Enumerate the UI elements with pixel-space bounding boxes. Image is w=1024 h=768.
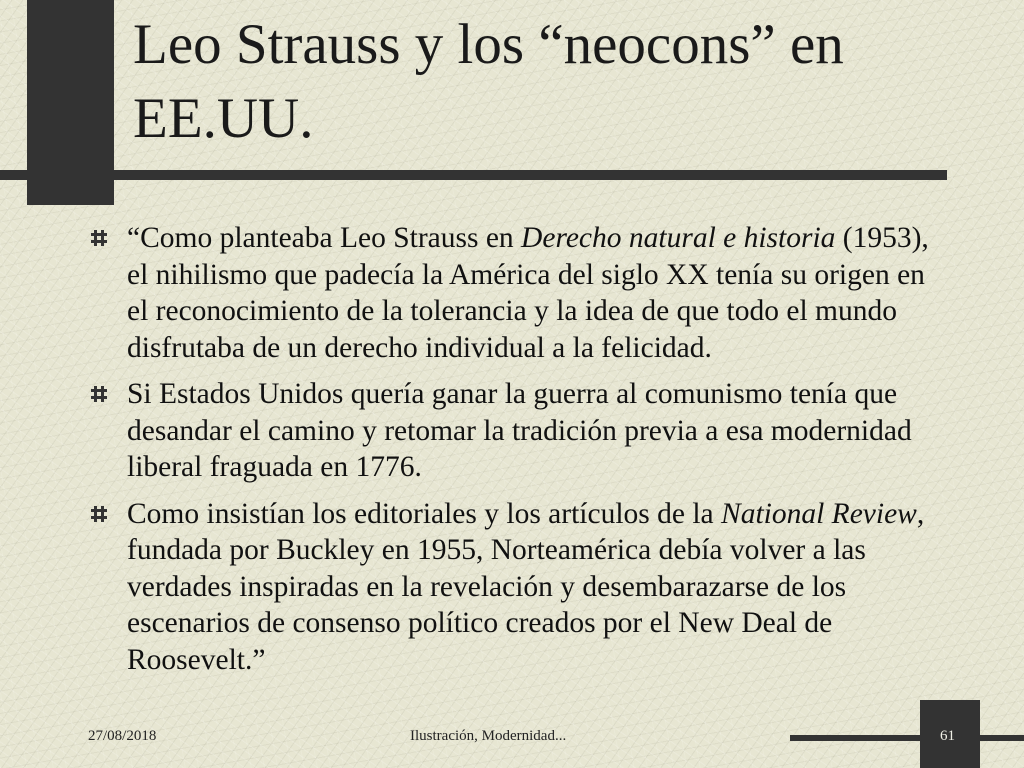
- bullet-list: [90, 220, 940, 688]
- title-underline-rule: [0, 170, 947, 180]
- hash-bullet-icon: [90, 505, 108, 523]
- footer-rule-right: [980, 735, 1024, 741]
- bullet-text-segment: Como insistían los editoriales y los artículos de la: [127, 497, 722, 530]
- book-title-text: Derecho natural e historia: [521, 222, 836, 254]
- bullet-item: [90, 496, 940, 679]
- bullet-text: [127, 378, 912, 483]
- hash-bullet-icon: [90, 385, 108, 403]
- hash-bullet-icon: [90, 229, 108, 247]
- bullet-text: [127, 222, 929, 364]
- bullet-text-segment: (1953), el nihilismo que padecía la América del siglo XX tenía su origen en el reconocimiento de la tolerancia y la idea de que todo el mundo disfrutaba de un derecho individual a la felicidad.: [127, 222, 929, 364]
- slide-title: Leo Strauss y los “neocons” en EE.UU.: [133, 13, 844, 150]
- bullet-text-segment: “Como planteaba Leo Strauss en: [127, 222, 522, 254]
- page-number: 61: [940, 728, 955, 744]
- bullet-item: [90, 220, 940, 366]
- bullet-text-segment: Si Estados Unidos quería ganar la guerra al comunismo tenía que desandar el camino y retomar la tradición previa a esa modernidad liberal fraguada en 1776.: [127, 378, 912, 483]
- bullet-text-segment: , fundada por Buckley en 1955, Norteamérica debía volver a las verdades inspiradas en la revelación y desembarazarse de los escenarios de consenso político creados por el New Deal de Roosevelt.”: [127, 497, 925, 676]
- publication-title-text: National Review: [721, 497, 917, 530]
- footer-date: 27/08/2018: [88, 728, 157, 744]
- footer-title: Ilustración, Modernidad...: [410, 728, 567, 744]
- bullet-item: [90, 376, 940, 486]
- footer-rule-left: [790, 735, 920, 741]
- bullet-text: [127, 498, 924, 676]
